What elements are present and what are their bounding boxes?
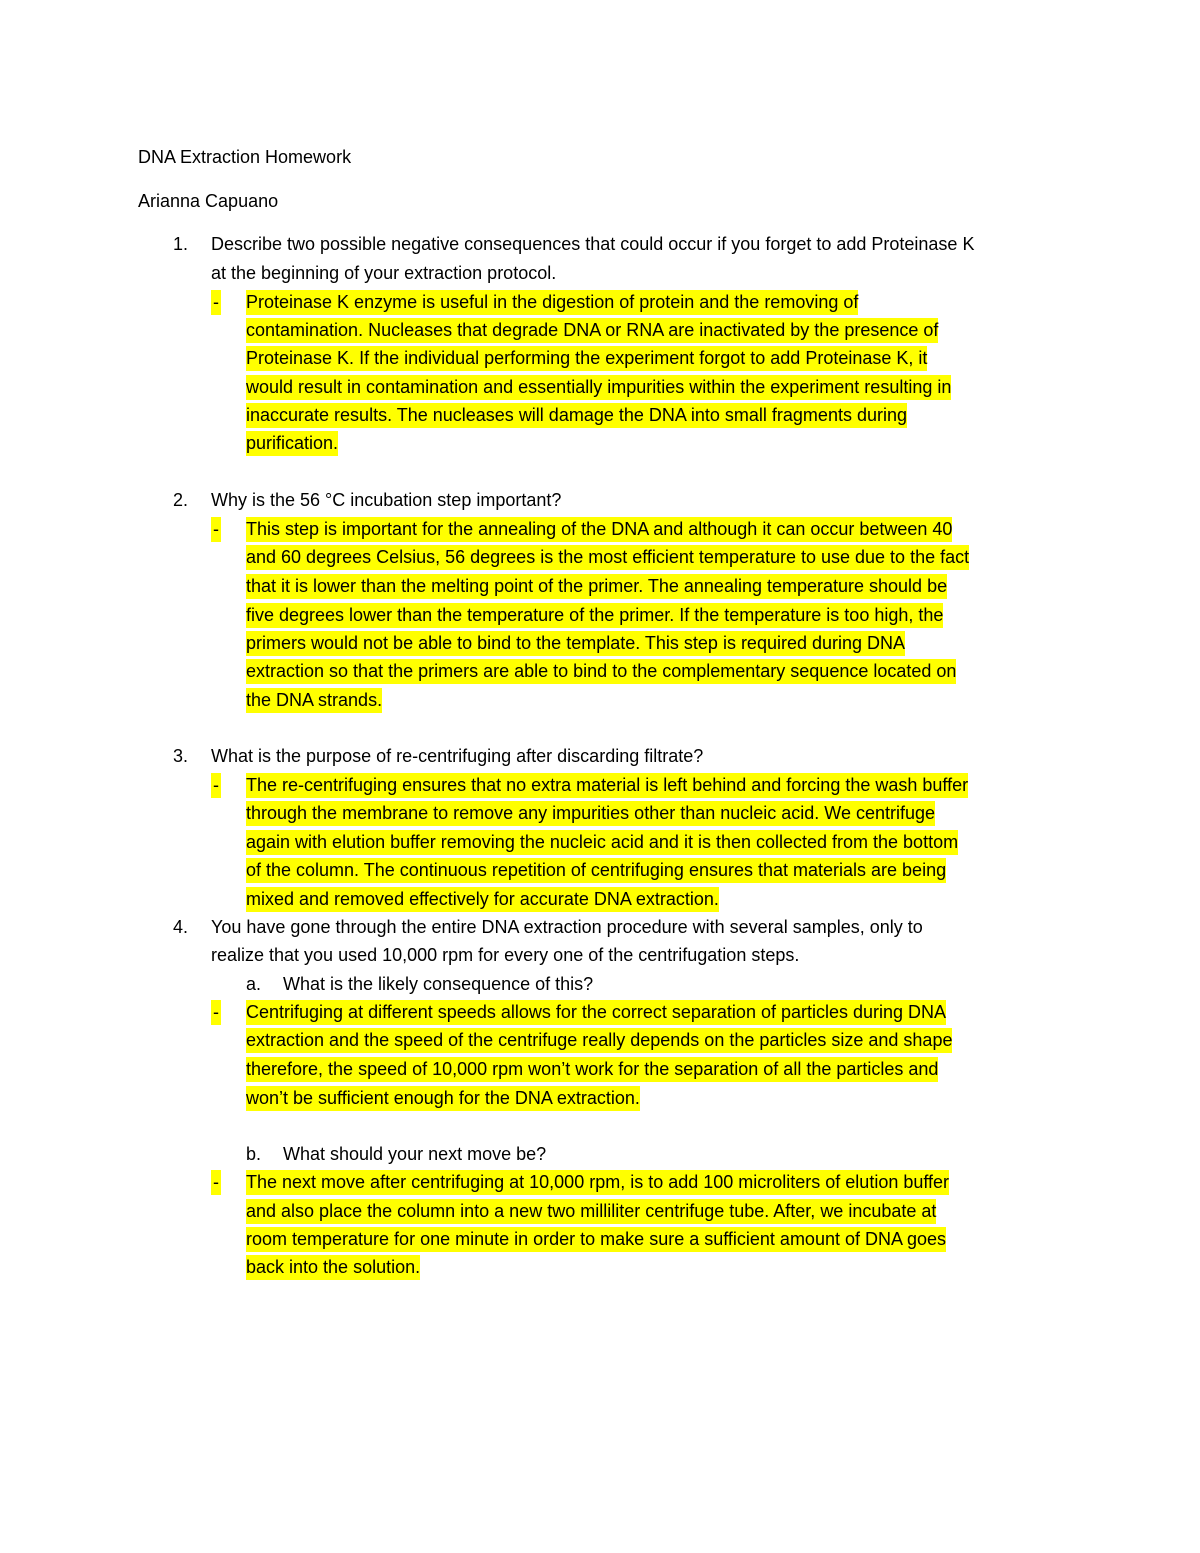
question-4-number: 4. [173,917,189,937]
answer-1-line: contamination. Nucleases that degrade DNA or RNA are inactivated by the presence of [246,319,938,341]
question-2-number: 2. [173,490,189,510]
subquestion-a-text: What is the likely consequence of this? [283,974,594,994]
answer-bullet: - [211,1171,221,1193]
answer-3-line: The re-centrifuging ensures that no extra material is left behind and forcing the wash buffer [246,774,968,796]
question-4-text: You have gone through the entire DNA extraction procedure with several samples, only to [211,917,923,937]
document-author: Arianna Capuano [138,191,279,211]
answer-3-line: through the membrane to remove any impurities other than nucleic acid. We centrifuge [246,802,935,824]
question-3-text: What is the purpose of re-centrifuging after discarding filtrate? [211,746,704,766]
question-1-number: 1. [173,234,189,254]
answer-4b-line: room temperature for one minute in order to make sure a sufficient amount of DNA goes [246,1228,946,1250]
question-4-text: realize that you used 10,000 rpm for every one of the centrifugation steps. [211,945,800,965]
answer-3-line: again with elution buffer removing the nucleic acid and it is then collected from the bottom [246,831,958,853]
question-1-text: Describe two possible negative consequences that could occur if you forget to add Proteinase K [211,234,975,254]
answer-1-line: Proteinase K enzyme is useful in the digestion of protein and the removing of [246,291,858,313]
answer-2-line: the DNA strands. [246,689,382,711]
subquestion-a-letter: a. [246,974,262,994]
document-title: DNA Extraction Homework [138,147,352,167]
answer-2-line: extraction so that the primers are able to bind to the complementary sequence located on [246,660,956,682]
answer-3-line: mixed and removed effectively for accurate DNA extraction. [246,888,719,910]
answer-bullet: - [211,518,221,540]
answer-1-line: purification. [246,432,338,454]
answer-1-line: would result in contamination and essentially impurities within the experiment resulting in [246,376,951,398]
answer-2-line: This step is important for the annealing of the DNA and although it can occur between 40 [246,518,952,540]
answer-4b-line: The next move after centrifuging at 10,000 rpm, is to add 100 microliters of elution buffer [246,1171,949,1193]
subquestion-b-letter: b. [246,1144,262,1164]
answer-4a-line: extraction and the speed of the centrifuge really depends on the particles size and shape [246,1029,952,1051]
question-3-number: 3. [173,746,189,766]
answer-bullet: - [211,1001,221,1023]
answer-2-line: five degrees lower than the temperature of the primer. If the temperature is too high, the [246,604,943,626]
answer-4a-line: won’t be sufficient enough for the DNA extraction. [246,1087,640,1109]
answer-4a-line: therefore, the speed of 10,000 rpm won’t work for the separation of all the particles and [246,1058,938,1080]
answer-4b-line: back into the solution. [246,1256,420,1278]
question-2-text: Why is the 56 °C incubation step important? [211,490,562,510]
question-1-text: at the beginning of your extraction protocol. [211,263,557,283]
answer-3-line: of the column. The continuous repetition of centrifuging ensures that materials are being [246,859,946,881]
answer-1-line: Proteinase K. If the individual performing the experiment forgot to add Proteinase K, it [246,347,927,369]
subquestion-b-text: What should your next move be? [283,1144,547,1164]
answer-2-line: and 60 degrees Celsius, 56 degrees is the most efficient temperature to use due to the fact [246,546,969,568]
answer-4a-line: Centrifuging at different speeds allows for the correct separation of particles during DNA [246,1001,946,1023]
answer-4b-line: and also place the column into a new two milliliter centrifuge tube. After, we incubate at [246,1200,936,1222]
answer-1-line: inaccurate results. The nucleases will damage the DNA into small fragments during [246,404,907,426]
answer-2-line: primers would not be able to bind to the template. This step is required during DNA [246,632,905,654]
answer-bullet: - [211,774,221,796]
answer-bullet: - [211,291,221,313]
answer-2-line: that it is lower than the melting point of the primer. The annealing temperature should be [246,575,947,597]
